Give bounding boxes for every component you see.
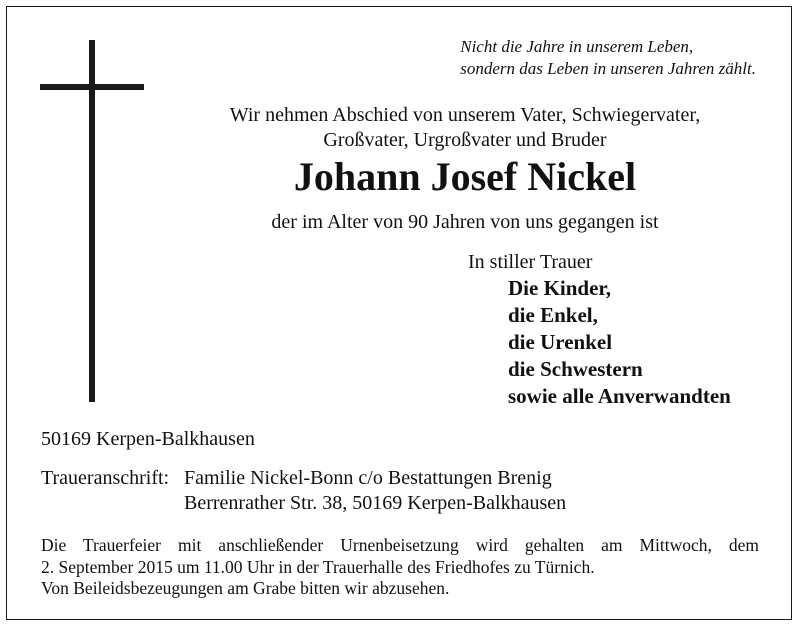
cross-icon-vertical	[89, 40, 95, 402]
mourner-item: die Enkel,	[508, 303, 598, 327]
motto-line-1: Nicht die Jahre in unserem Leben,	[460, 37, 694, 56]
motto-quote	[460, 36, 756, 80]
place-line: 50169 Kerpen-Balkhausen	[41, 428, 255, 450]
service-line-1: Die Trauerfeier mit anschließender Urnenbeisetzung wird gehalten am Mittwoch, dem	[41, 535, 759, 555]
service-details	[41, 535, 759, 600]
service-line-3: Von Beileidsbezeugungen am Grabe bitten wir abzusehen.	[41, 578, 450, 598]
intro-line-2: Großvater, Urgroßvater und Bruder	[323, 129, 607, 151]
mourner-item: sowie alle Anverwandten	[508, 384, 731, 408]
mourner-item: Die Kinder,	[508, 276, 612, 300]
address-label: Traueranschrift:	[41, 467, 170, 489]
deceased-name: Johann Josef Nickel	[293, 154, 637, 199]
cross-icon-horizontal	[40, 84, 144, 90]
mourners-list	[508, 275, 731, 410]
age-line: der im Alter von 90 Jahren von uns gegangen ist	[271, 211, 659, 233]
intro-line-1: Wir nehmen Abschied von unserem Vater, Schwiegervater,	[229, 104, 701, 126]
mourner-item: die Schwestern	[508, 357, 643, 381]
mourning-intro: In stiller Trauer	[468, 251, 593, 273]
address-line-1: Familie Nickel-Bonn c/o Bestattungen Brenig	[184, 467, 552, 489]
farewell-intro	[160, 103, 770, 153]
mourner-item: die Urenkel	[508, 330, 613, 354]
service-line-2: 2. September 2015 um 11.00 Uhr in der Trauerhalle des Friedhofes zu Türnich.	[41, 556, 595, 577]
address-line-2: Berrenrather Str. 38, 50169 Kerpen-Balkhausen	[184, 492, 567, 514]
motto-line-2: sondern das Leben in unseren Jahren zählt.	[460, 59, 756, 78]
mourning-address	[184, 466, 566, 516]
